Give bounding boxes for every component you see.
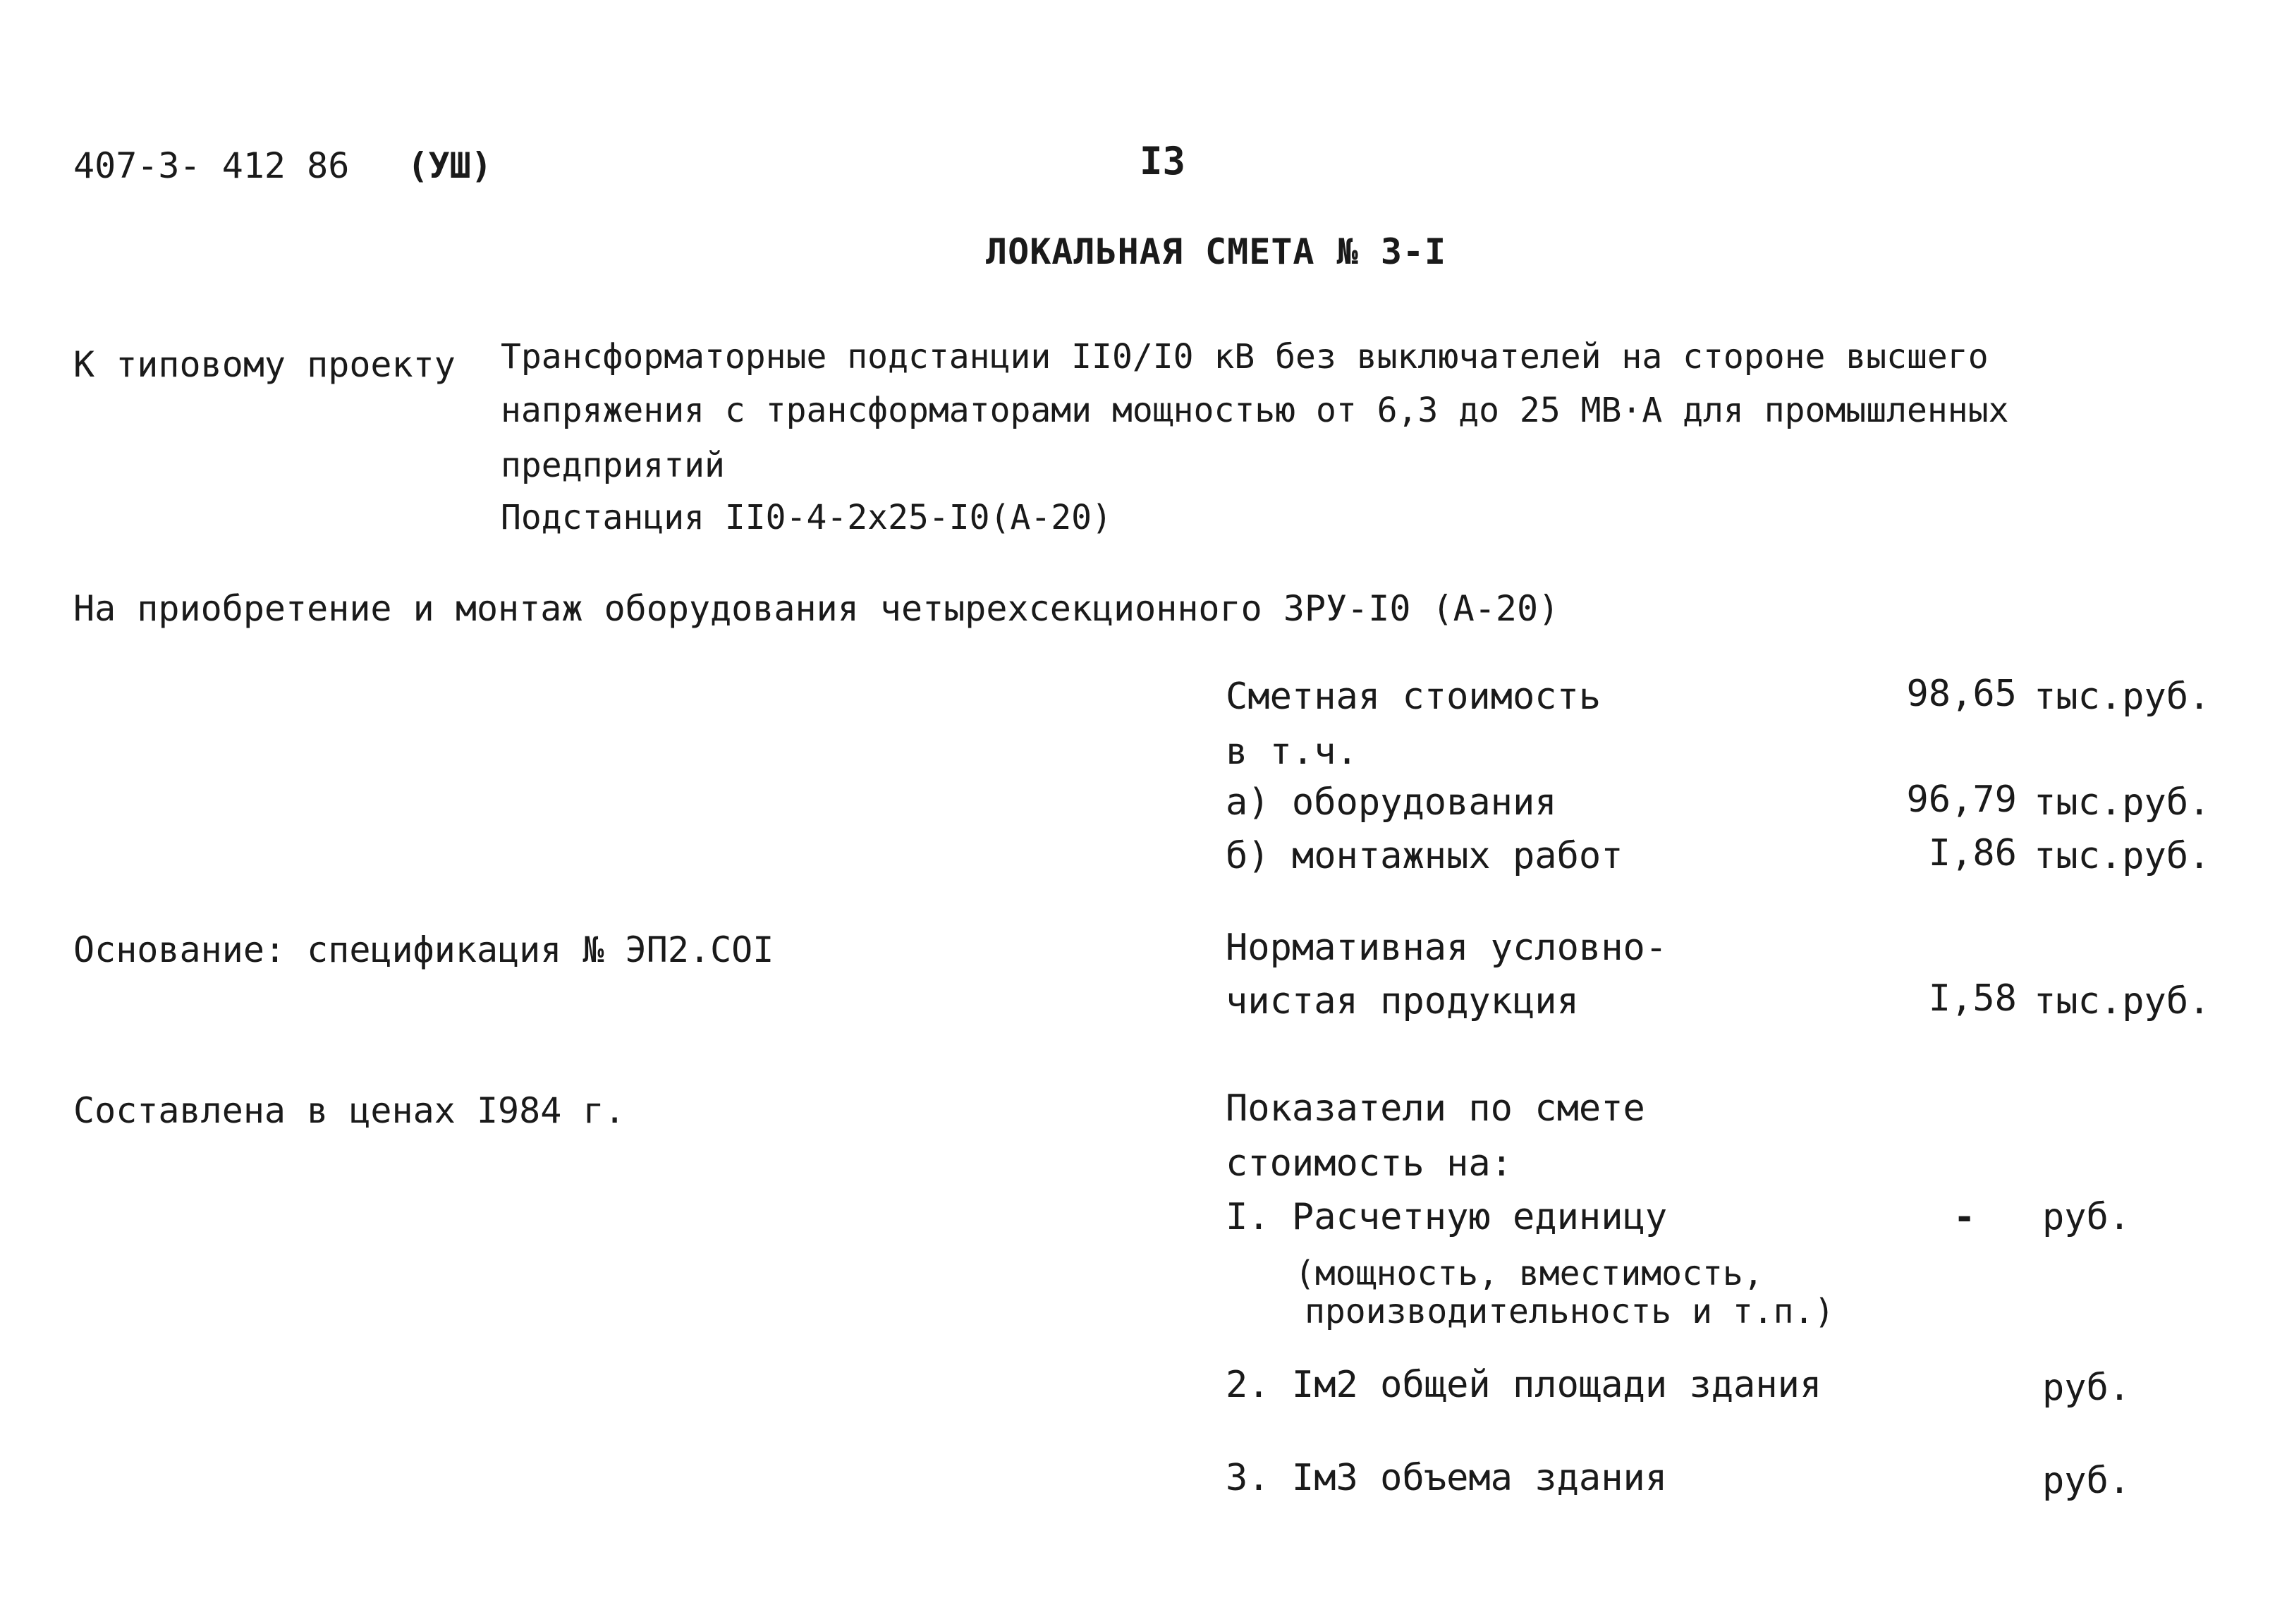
indicator-item-3-label: 3. Iм3 объема здания [1226, 1457, 1668, 1499]
equipment-cost-label: а) оборудования [1226, 781, 1557, 824]
page-title: ЛОКАЛЬНАЯ СМЕТА № 3-I [986, 231, 1447, 272]
total-cost-unit: тыс.руб. [2034, 676, 2211, 718]
normative-value: I,58 [1928, 977, 2017, 1020]
indicator-item-1-label: I. Расчетную единицу [1226, 1196, 1668, 1238]
normative-unit: тыс.руб. [2034, 980, 2211, 1022]
total-cost-label: Сметная стоимость [1226, 676, 1601, 718]
basis-text: Основание: спецификация № ЭП2.COI [73, 929, 774, 970]
project-line-1: Трансформаторные подстанции II0/I0 кВ без выключателей на стороне высшего [501, 337, 1989, 377]
normative-label-line-1: Нормативная условно- [1226, 927, 1668, 969]
project-line-3: предприятий [501, 446, 725, 485]
including-label: в т.ч. [1226, 731, 1358, 773]
equipment-cost-value: 96,79 [1906, 779, 2017, 821]
price-basis-text: Составлена в ценах I984 г. [73, 1090, 626, 1131]
indicator-item-1-value: - [1953, 1196, 1976, 1238]
works-cost-unit: тыс.руб. [2034, 835, 2211, 877]
estimate-purpose: На приобретение и монтаж оборудования четырехсекционного ЗРУ-I0 (А-20) [73, 588, 1560, 629]
project-line-4: Подстанция II0-4-2х25-I0(А-20) [501, 498, 1112, 537]
indicator-item-1-note-line-1: (мощность, вместимость, [1295, 1254, 1764, 1293]
total-cost-value: 98,65 [1906, 673, 2017, 715]
equipment-cost-unit: тыс.руб. [2034, 781, 2211, 824]
indicator-item-3-unit: руб. [2042, 1460, 2131, 1502]
indicator-item-1-unit: руб. [2042, 1196, 2131, 1238]
indicators-heading-line-1: Показатели по смете [1226, 1087, 1645, 1130]
indicator-item-2-unit: руб. [2042, 1367, 2131, 1409]
works-cost-value: I,86 [1928, 832, 2017, 874]
page-number: I3 [1140, 139, 1186, 183]
document-code [73, 145, 492, 186]
project-label: К типовому проекту [73, 344, 456, 385]
document-code-suffix: (УШ) [407, 145, 492, 186]
indicator-item-1-note-line-2: производительность и т.п.) [1305, 1292, 1835, 1331]
project-line-2: напряжения с трансформаторами мощностью от 6,3 до 25 МВ·А для промышленных [501, 391, 2009, 430]
document-code-number: 407-3- 412 86 [73, 145, 350, 186]
indicators-heading-line-2: стоимость на: [1226, 1142, 1513, 1185]
indicator-item-2-label: 2. Iм2 общей площади здания [1226, 1364, 1822, 1406]
works-cost-label: б) монтажных работ [1226, 835, 1623, 877]
normative-label-line-2: чистая продукция [1226, 980, 1579, 1022]
